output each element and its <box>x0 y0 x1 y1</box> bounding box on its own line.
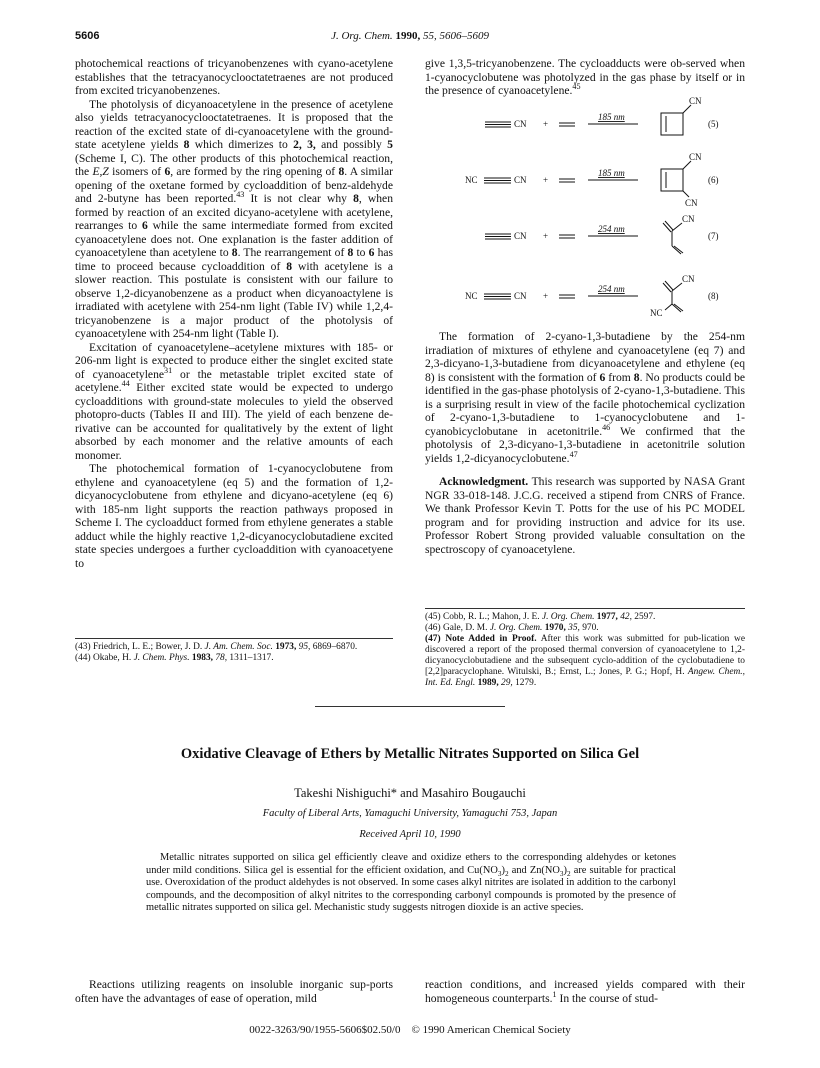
eq5-cyanoacetylene <box>485 122 511 127</box>
eq6-dicyanocyclobutene <box>661 161 691 197</box>
eq8-product-nc: NC <box>650 308 663 316</box>
eq6-plus: + <box>543 175 549 185</box>
eq5-cyanocyclobutene <box>661 105 691 135</box>
running-head <box>75 30 745 46</box>
article-affiliation: Faculty of Liberal Arts, Yamaguchi University, Yamaguchi 753, Japan <box>262 808 558 819</box>
acknowledgment: Acknowledgment. This research was supported by NASA Grant NGR 33-018-148. J.C.G. received a stipend from CNRS of France. We thank Professor Kevin T. Potts for the use of his PC MODEL program and for providing instruction and advice for its use. Professor Robert Strong provided valuable consultation on the spectroscopy of cyanoacetylene. <box>425 475 745 556</box>
eq5-ethylene <box>559 123 575 126</box>
right-paragraph-2: The formation of 2-cyano-1,3-butadiene by the 254-nm irradiation of mixtures of ethylene and cyanoacetylene (eq 7) and 2,3-dicyano-1,3-butadiene from dicyanoacetylene and ethylene (eq 8) is consistent with the formation of 6 from 8. No products could be identified in the gas-phase photolysis of 2-cyano-1,3-butadiene. This is a surprising result in view of the facile photochemical cyclization of 2-cyano-1,3-butadiene to 1-cyanocyclobutene and 1-cyanobicyclobutane in acetonitrile.$^{46}$ We confirmed that the photolysis of 2,3-dicyano-1,3-butadiene in acetonitrile solution yields 1,2-dicyanocyclobutene.$^{47}$ <box>425 330 746 465</box>
eq8-dicyanobutadiene <box>663 281 683 312</box>
article-separator <box>315 706 505 707</box>
right-footnote-rule <box>425 608 745 609</box>
journal-citation: J. Org. Chem. 1990, 55, 5606–5609 <box>331 30 489 42</box>
eq7-cyanoacetylene <box>485 234 511 239</box>
page-footer <box>75 1024 745 1036</box>
eq7-wavelength: 254 nm <box>598 224 625 234</box>
page-number: 5606 <box>75 30 100 42</box>
eq6-nc-label: NC <box>465 175 478 185</box>
intro-right-column: reaction conditions, and increased yields compared with their homogeneous counterparts.$^1$ In the course of stud- <box>425 978 745 1005</box>
article-authors: Takeshi Nishiguchi* and Masahiro Bougauchi <box>294 786 526 800</box>
left-paragraph-3: Excitation of cyanoacetylene–acetylene mixtures with 185- or 206-nm light is expected to produce either the singlet excited state of cyanoacetylene$^{31}$ or the metastable triplet excited state of acetylene.$^{44}$ Either excited state would be expected to undergo cycloadditions with ground-state molecules to yield the observed photopro-ducts (Tables II and III). The yield of each benzene de-rivative can be accounted for qualitatively by the extent of light absorbed by each monomer and the relative amounts of each monomer. <box>75 340 393 462</box>
eq8-ethylene <box>559 295 575 298</box>
eq7-cn-label: CN <box>514 231 527 241</box>
eq7-product-cn: CN <box>682 214 695 224</box>
eq8-number: (8) <box>708 291 719 301</box>
left-paragraph-1: photochemical reactions of tricyanobenzenes with cyano-acetylene establishes that the tetracyanocyclooctatetraenes are not produced from excited tricyanobenzenes. <box>75 57 393 97</box>
intro-left-column: Reactions utilizing reagents on insoluble inorganic sup-ports often have the advantages of ease of operation, mild <box>75 978 393 1005</box>
eq8-product-cn: CN <box>682 274 695 284</box>
left-footnote-rule <box>75 638 393 639</box>
eq6-dicyanoacetylene <box>484 178 511 183</box>
reaction-scheme <box>425 96 745 316</box>
footnote-46: (46) Gale, D. M. J. Org. Chem. 1970, 35, 970. <box>425 623 599 633</box>
eq6-ethylene <box>559 179 575 182</box>
eq5-number: (5) <box>708 119 719 129</box>
eq7-plus: + <box>543 231 549 241</box>
eq5-plus: + <box>543 119 549 129</box>
right-footnotes <box>425 612 745 689</box>
left-paragraph-4: The photochemical formation of 1-cyanocyclobutene from ethylene and cyanoacetylene (eq 5) and the formation of 1,2-dicyanocyclobutene from ethylene and dicyano-acetylene (eq 6) with 185-nm light supports the reaction pathways proposed in Scheme I. The cycloadduct formed from ethylene generates a stable adduct while the highly reactive 1,2-dicyanocyclobutadiene excited state species undergoes a further cycloaddition with cyanoacetyene to <box>75 462 393 570</box>
footnote-45: (45) Cobb, R. L.; Mahon, J. E. J. Org. Chem. 1977, 42, 2597. <box>425 612 656 622</box>
article-received-date: Received April 10, 1990 <box>359 829 461 840</box>
eq8-dicyanoacetylene <box>484 294 511 299</box>
right-column-bottom <box>425 330 745 556</box>
eq8-cn-label: CN <box>514 291 527 301</box>
issn-code: 0022-3263/90/1955-5606$02.50/0 <box>249 1024 401 1036</box>
eq7-ethylene <box>559 235 575 238</box>
left-column <box>75 57 393 570</box>
footnote-47: (47) Note Added in Proof. After this work was submitted for pub-lication we discovered a report of the proposed thermal conversion of cyanoacetylene to 1,2-dicyanocyclobutadiene and the subsequent cyclo-addition of the cyclobutadiene to [2,2]paracyclophane. Witulski, B.; Ernst, L.; Jones, P. G.; Hopf, H. Angew. Chem., Int. Ed. Engl. 1989, 29, 1279. <box>425 634 745 688</box>
left-footnotes <box>75 642 393 664</box>
right-paragraph-1: give 1,3,5-tricyanobenzene. The cycloadducts were ob-served when 1-cyanocyclobutene was photolyzed in the gas phase by itself or in the presence of cyanoacetylene.$^{45}$ <box>425 57 745 97</box>
eq7-number: (7) <box>708 231 719 241</box>
article-title: Oxidative Cleavage of Ethers by Metallic Nitrates Supported on Silica Gel <box>180 746 640 762</box>
copyright-notice: © 1990 American Chemical Society <box>411 1024 571 1036</box>
left-paragraph-2: The photolysis of dicyanoacetylene in the presence of acetylene also yields tetracyanocyclooctatetraenes. It is proposed that the reaction of the excited state of di-cyanoacetylene with the ground-state acetylene yields 8 which dimerizes to 2, 3, and possibly 5 (Scheme I, C). The other products of this photochemical reaction, the E,Z isomers of 6, are formed by the ring opening of 8. A similar opening of the oxetane formed by cycloaddition of benz-aldehyde and 2-butyne has been reported.$^{43}$ It is not clear why 8, when formed by reaction of an excited dicyano-acetylene with acetylene, rearranges to 6 while the same intermediate formed from excited cyanoacetylene does not. One explanation is the faster addition of cyanoacetylene than acetylene to 8. The rearrangement of 8 to 6 has time to proceed because cycloaddition of 8 with acetylene is a slower reaction. This postulate is consistent with our failure to observe 1,2-dicyanobenzene as a product when dicyanoactylene is irradiated with acetylene with 254-nm light (Table IV) while 1,2,4-tricyanobenzene is a major product of the photolysis of cyanoacetylene with 254-nm light (Table I). <box>75 97 394 340</box>
eq8-plus: + <box>543 291 549 301</box>
eq6-wavelength: 185 nm <box>598 168 625 178</box>
footnote-44: (44) Okabe, H. J. Chem. Phys. 1983, 78, 1311–1317. <box>75 653 274 663</box>
eq5-product-cn: CN <box>689 96 702 106</box>
eq8-nc-label: NC <box>465 291 478 301</box>
footnote-43: (43) Friedrich, L. E.; Bower, J. D. J. Am. Chem. Soc. 1973, 95, 6869–6870. <box>75 642 358 652</box>
eq6-product-cn-bottom: CN <box>685 198 698 208</box>
eq7-cyanobutadiene <box>663 221 683 254</box>
right-column-top <box>425 57 745 98</box>
eq5-wavelength: 185 nm <box>598 112 625 122</box>
eq5-cn-label: CN <box>514 119 527 129</box>
eq8-wavelength: 254 nm <box>598 284 625 294</box>
eq6-cn-label: CN <box>514 175 527 185</box>
eq6-product-cn-top: CN <box>689 152 702 162</box>
article-abstract: Metallic nitrates supported on silica gel efficiently cleave and oxidize ethers to the corresponding aldehydes or ketones under mild conditions. Silica gel is essential for the efficient oxidation, and $Cu(NO_3)_2$ and $Zn(NO_3)_2$ are suitable for practical use. Overoxidation of the product aldehydes is not observed. In some cases alkyl nitrites are isolated in addition to the carbonyl compounds, and the decomposition of alkyl nitrites to the corresponding carbonyl compounds is promoted by the presence of metallic nitrates supported on silica gel. Mechanistic study suggests nitrogen dioxide is an active species. <box>146 852 676 914</box>
eq6-number: (6) <box>708 175 719 185</box>
